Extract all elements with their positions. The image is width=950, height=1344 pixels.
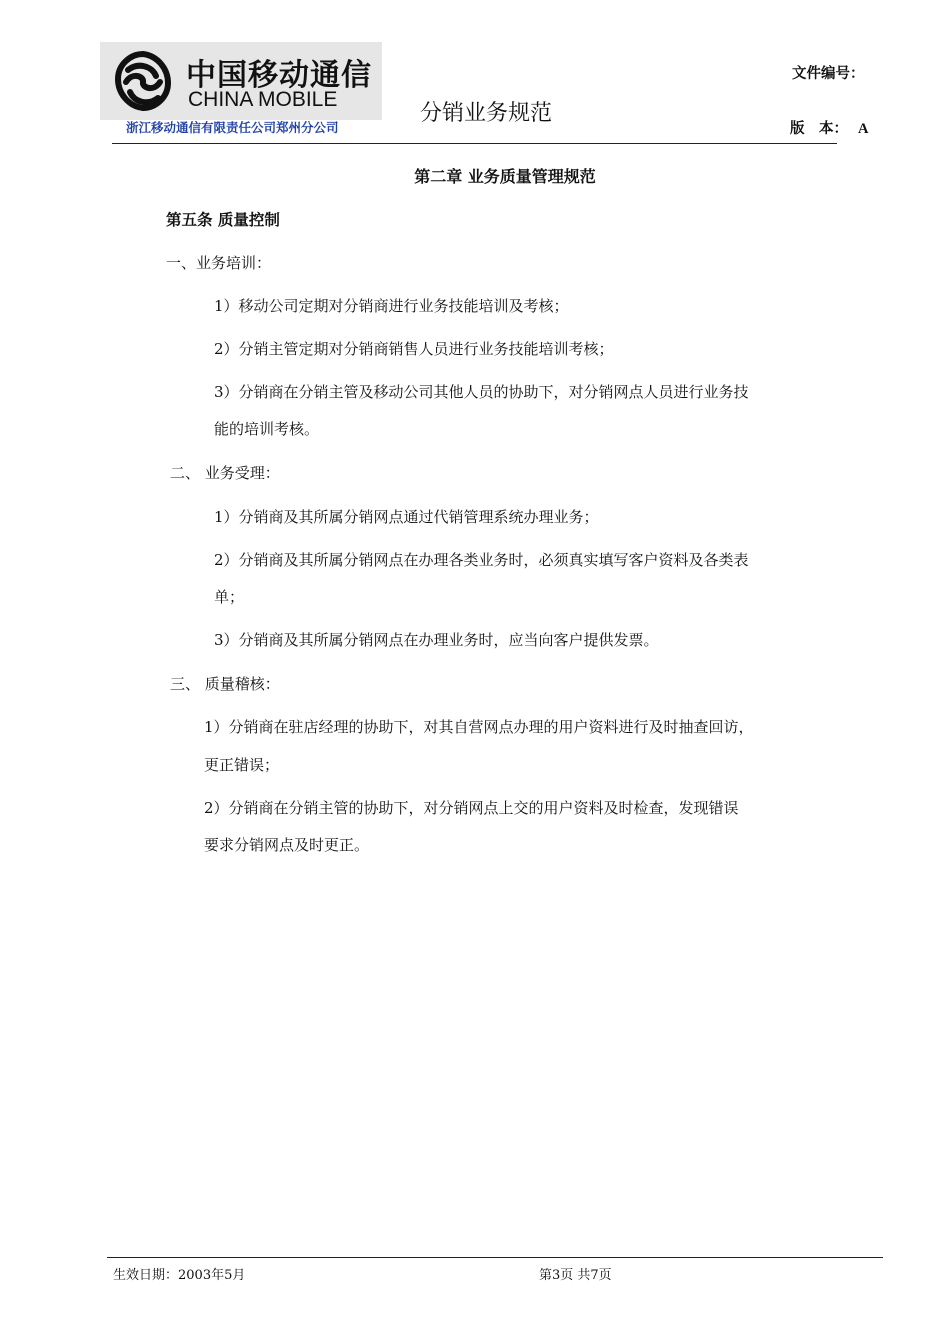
china-mobile-logo-icon (108, 48, 178, 114)
version-value: A (858, 121, 869, 137)
list-item-continuation: 要求分销网点及时更正。 (204, 836, 370, 854)
article-title: 第五条 质量控制 (166, 211, 280, 229)
header-divider (112, 143, 837, 144)
list-item-continuation: 单； (214, 588, 245, 606)
page-number: 第3页 共7页 (539, 1268, 612, 1283)
version-label: 版 本： (790, 121, 848, 137)
list-item: 2）分销商在分销主管的协助下，对分销网点上交的用户资料及时检查，发现错误 (204, 799, 739, 817)
list-item: 3）分销商在分销主管及移动公司其他人员的协助下，对分销网点人员进行业务技 (214, 383, 749, 401)
list-item-continuation: 能的培训考核。 (214, 420, 320, 438)
list-item: 2）分销商及其所属分销网点在办理各类业务时，必须真实填写客户资料及各类表 (214, 551, 749, 569)
list-item: 3）分销商及其所属分销网点在办理业务时，应当向客户提供发票。 (214, 631, 659, 649)
version-field (790, 117, 868, 138)
list-item-continuation: 更正错误； (204, 756, 280, 774)
list-item: 1）分销商及其所属分销网点通过代销管理系统办理业务； (214, 508, 599, 526)
footer-divider (107, 1257, 883, 1258)
company-name: 浙江移动通信有限责任公司郑州分公司 (126, 120, 339, 135)
list-item: 2）分销主管定期对分销商销售人员进行业务技能培训考核； (214, 340, 614, 358)
list-item: 1）分销商在驻店经理的协助下，对其自营网点办理的用户资料进行及时抽查回访， (204, 718, 754, 736)
section-heading-acceptance: 二、 业务受理： (170, 464, 280, 482)
logo-chinese-text: 中国移动通信 (186, 58, 372, 93)
logo-english-text: CHINA MOBILE (188, 88, 338, 111)
list-item: 1）移动公司定期对分销商进行业务技能培训及考核； (214, 297, 569, 315)
chapter-title: 第二章 业务质量管理规范 (414, 167, 596, 186)
document-title: 分销业务规范 (420, 101, 553, 126)
file-number-label: 文件编号： (792, 66, 865, 82)
effective-date: 生效日期：2003年5月 (113, 1268, 246, 1283)
section-heading-audit: 三、 质量稽核： (170, 675, 280, 693)
section-heading-training: 一、业务培训： (166, 254, 272, 272)
